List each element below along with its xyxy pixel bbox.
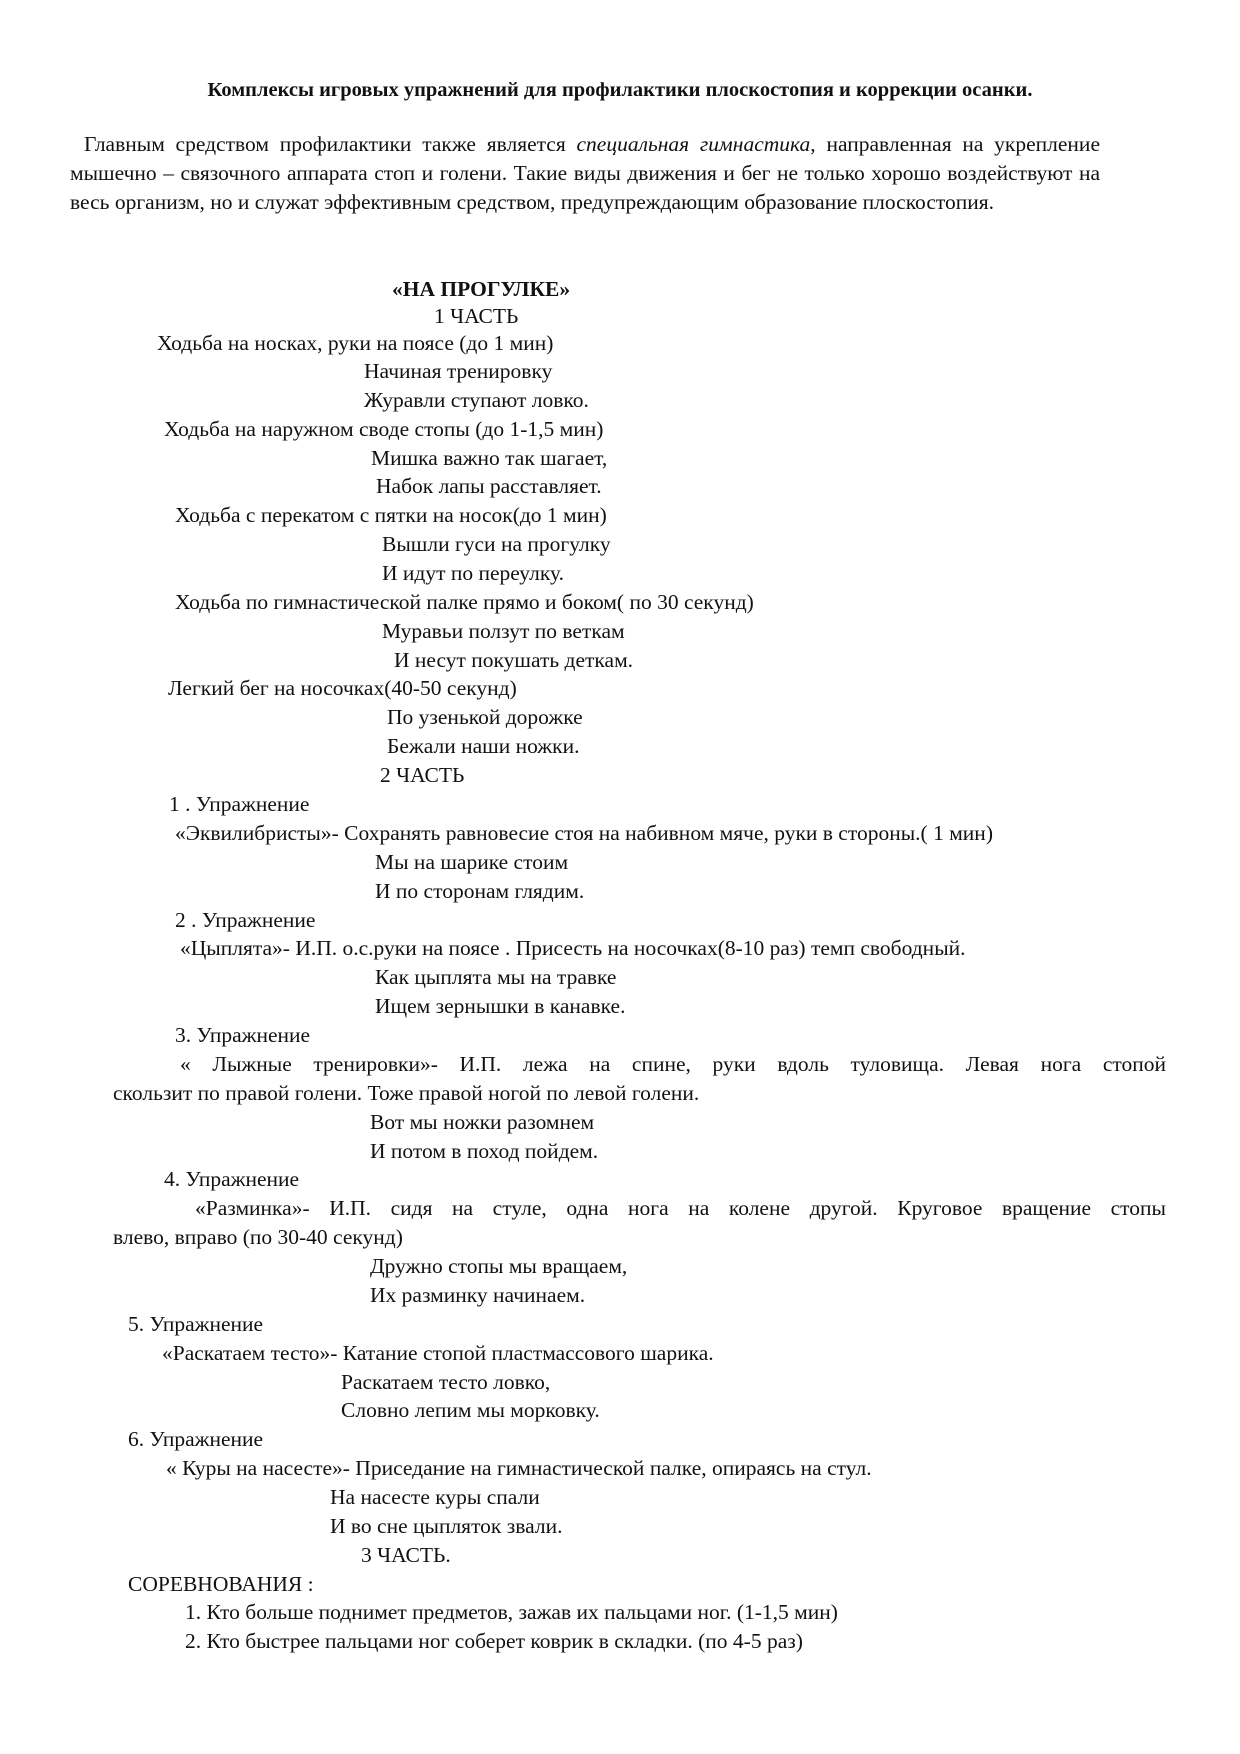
exercise-verse-line: Как цыплята мы на травке [375,965,617,989]
exercise-3-description: « Лыжные тренировки»- И.П. лежа на спине, руки вдоль туловища. Левая нога стопой [180,1052,1166,1076]
part3-heading: 3 ЧАСТЬ. [361,1543,451,1567]
competitions-label: СОРЕВНОВАНИЯ : [128,1572,314,1596]
part1-verse-line: По узенькой дорожке [387,705,583,729]
exercise-5-description: «Раскатаем тесто»- Катание стопой пластмассового шарика. [162,1341,714,1365]
exercise-4-description-cont: влево, вправо (по 30-40 секунд) [113,1225,403,1249]
exercise-1-description: «Эквилибристы»- Сохранять равновесие стоя на набивном мяче, руки в стороны.( 1 мин) [175,821,993,845]
part1-verse-line: Вышли гуси на прогулку [382,532,611,556]
competition-item-1: 1. Кто больше поднимет предметов, зажав их пальцами ног. (1-1,5 мин) [185,1600,838,1624]
exercise-verse-line: Их разминку начинаем. [370,1283,586,1307]
part1-verse-line: И идут по переулку. [382,561,564,585]
exercise-verse-line: На насесте куры спали [330,1485,540,1509]
competition-item-2: 2. Кто быстрее пальцами ног соберет коврик в складки. (по 4-5 раз) [185,1629,803,1653]
exercise-3-description-cont: скользит по правой голени. Тоже правой ногой по левой голени. [113,1081,700,1105]
exercise-4-description: «Разминка»- И.П. сидя на стуле, одна нога на колене другой. Круговое вращение стопы [195,1196,1166,1220]
exercise-6-description: « Куры на насесте»- Приседание на гимнастической палке, опираясь на стул. [166,1456,872,1480]
exercise-5-label: 5. Упражнение [128,1312,264,1336]
part1-instruction-5: Легкий бег на носочках(40-50 секунд) [168,676,517,700]
exercise-2-description: «Цыплята»- И.П. о.с.руки на поясе . Присесть на носочках(8-10 раз) темп свободный. [180,936,966,960]
exercise-verse-line: И потом в поход пойдем. [370,1139,599,1163]
exercise-verse-line: Мы на шарике стоим [375,850,569,874]
part1-verse-line: Журавли ступают ловко. [364,388,589,412]
part1-verse-line: Муравьи ползут по веткам [382,619,625,643]
intro-paragraph [70,130,1100,217]
part1-heading: 1 ЧАСТЬ [434,304,519,328]
part1-verse-line: Начиная тренировку [364,359,553,383]
exercise-verse-line: Вот мы ножки разомнем [370,1110,595,1134]
exercise-1-label: 1 . Упражнение [169,792,310,816]
exercise-6-label: 6. Упражнение [128,1427,264,1451]
exercise-verse-line: Словно лепим мы морковку. [341,1398,600,1422]
part1-verse-line: Набок лапы расставляет. [376,474,602,498]
part1-verse-line: Бежали наши ножки. [387,734,580,758]
exercise-verse-line: Раскатаем тесто ловко, [341,1370,551,1394]
section-title: «НА ПРОГУЛКЕ» [392,277,571,301]
exercise-verse-line: И по сторонам глядим. [375,879,585,903]
exercise-verse-line: И во сне цыпляток звали. [330,1514,563,1538]
part1-instruction-3: Ходьба с перекатом с пятки на носок(до 1 мин) [175,503,607,527]
part1-verse-line: И несут покушать деткам. [394,648,634,672]
exercise-verse-line: Дружно стопы мы вращаем, [370,1254,628,1278]
exercise-3-label: 3. Упражнение [175,1023,311,1047]
exercise-verse-line: Ищем зернышки в канавке. [375,994,626,1018]
part1-verse-line: Мишка важно так шагает, [371,446,608,470]
part1-instruction-4: Ходьба по гимнастической палке прямо и боком( по 30 секунд) [175,590,754,614]
part1-instruction-1: Ходьба на носках, руки на поясе (до 1 мин) [157,331,554,355]
document-title: Комплексы игровых упражнений для профилактики плоскостопия и коррекции осанки. [207,79,1033,101]
part1-instruction-2: Ходьба на наружном своде стопы (до 1-1,5 мин) [164,417,604,441]
intro-italic-term: специальная гимнастика [576,132,811,156]
exercise-4-label: 4. Упражнение [164,1167,300,1191]
part2-heading: 2 ЧАСТЬ [380,763,465,787]
intro-text-end: , направленная на укрепление мышечно – связочного аппарата стоп и голени. Такие виды движения и бег не только хорошо воздействуют на весь организм, но и служат эффективным средством, предупреждающим образование плоскостопия. [70,132,1100,214]
intro-text-start: Главным средством профилактики также является [84,132,577,156]
exercise-2-label: 2 . Упражнение [175,908,316,932]
